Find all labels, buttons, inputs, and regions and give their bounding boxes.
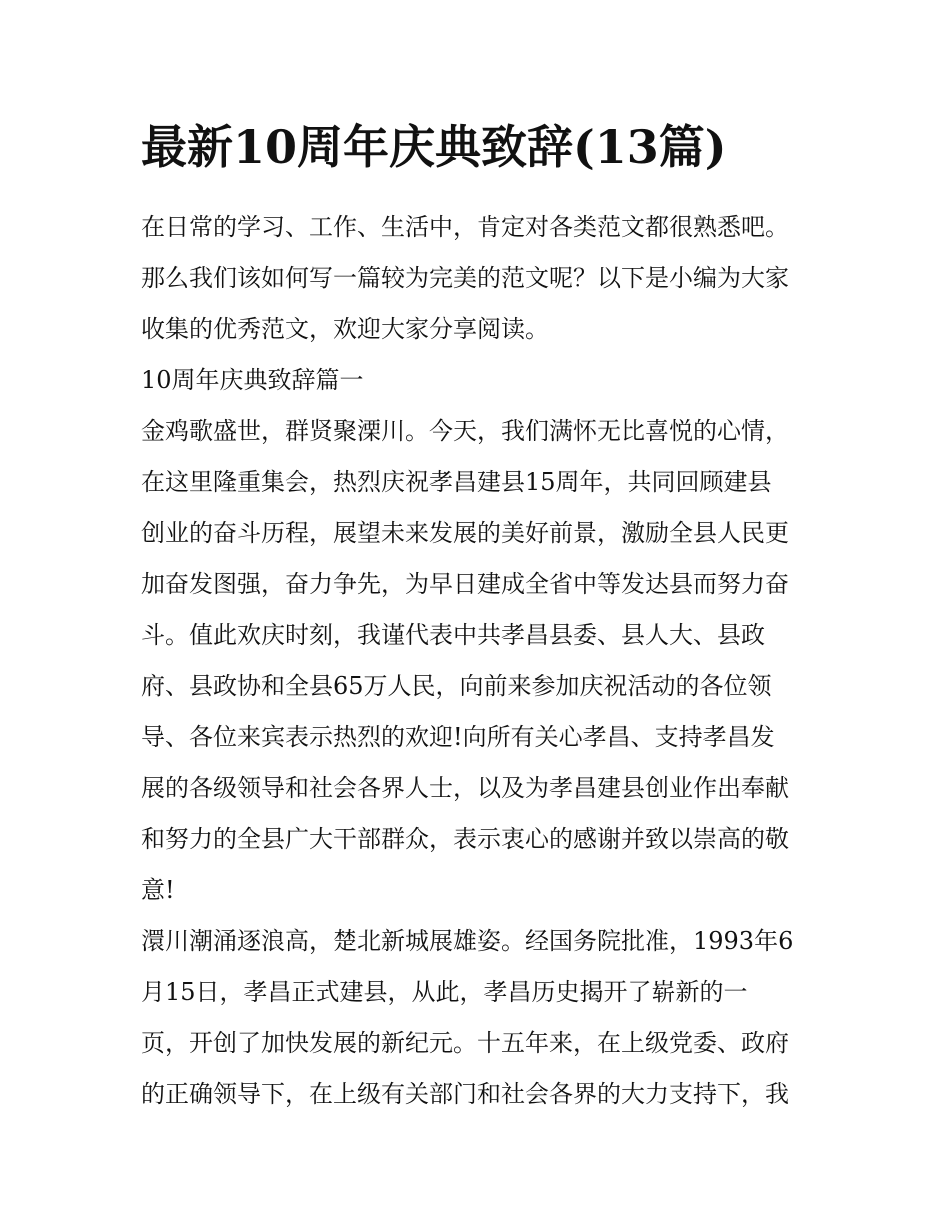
text-line: 收集的优秀范文，欢迎大家分享阅读。 (141, 315, 549, 343)
document-title: 最新10周年庆典致辞(13篇) (141, 120, 727, 174)
text-line: 的正确领导下，在上级有关部门和社会各界的大力支持下，我 (141, 1080, 789, 1108)
text-line: 月15日，孝昌正式建县，从此，孝昌历史揭开了崭新的一 (141, 978, 748, 1006)
text-line: 在日常的学习、工作、生活中，肯定对各类范文都很熟悉吧。 (141, 213, 789, 241)
text-line: 和努力的全县广大干部群众，表示衷心的感谢并致以崇高的敬 (141, 825, 789, 853)
text-line: 金鸡歌盛世，群贤聚溧川。今天，我们满怀无比喜悦的心情， (141, 417, 789, 445)
text-line: 展的各级领导和社会各界人士，以及为孝昌建县创业作出奉献 (141, 774, 789, 802)
text-line: 加奋发图强，奋力争先，为早日建成全省中等发达县而努力奋 (141, 570, 789, 598)
text-line: 斗。值此欢庆时刻，我谨代表中共孝昌县委、县人大、县政 (141, 621, 765, 649)
text-line: 在这里隆重集会，热烈庆祝孝昌建县15周年，共同回顾建县 (141, 468, 772, 496)
text-line: 导、各位来宾表示热烈的欢迎!向所有关心孝昌、支持孝昌发 (141, 723, 775, 751)
text-line: 页，开创了加快发展的新纪元。十五年来，在上级党委、政府 (141, 1029, 789, 1057)
text-line: 府、县政协和全县65万人民，向前来参加庆祝活动的各位领 (141, 672, 772, 700)
text-line: 澴川潮涌逐浪高，楚北新城展雄姿。经国务院批准，1993年6 (141, 927, 794, 955)
text-line: 那么我们该如何写一篇较为完美的范文呢？以下是小编为大家 (141, 264, 789, 292)
section-heading: 10周年庆典致辞篇一 (141, 366, 364, 394)
document-content (141, 112, 813, 1120)
text-line: 创业的奋斗历程，展望未来发展的美好前景，激励全县人民更 (141, 519, 789, 547)
text-line: 意! (141, 876, 175, 904)
